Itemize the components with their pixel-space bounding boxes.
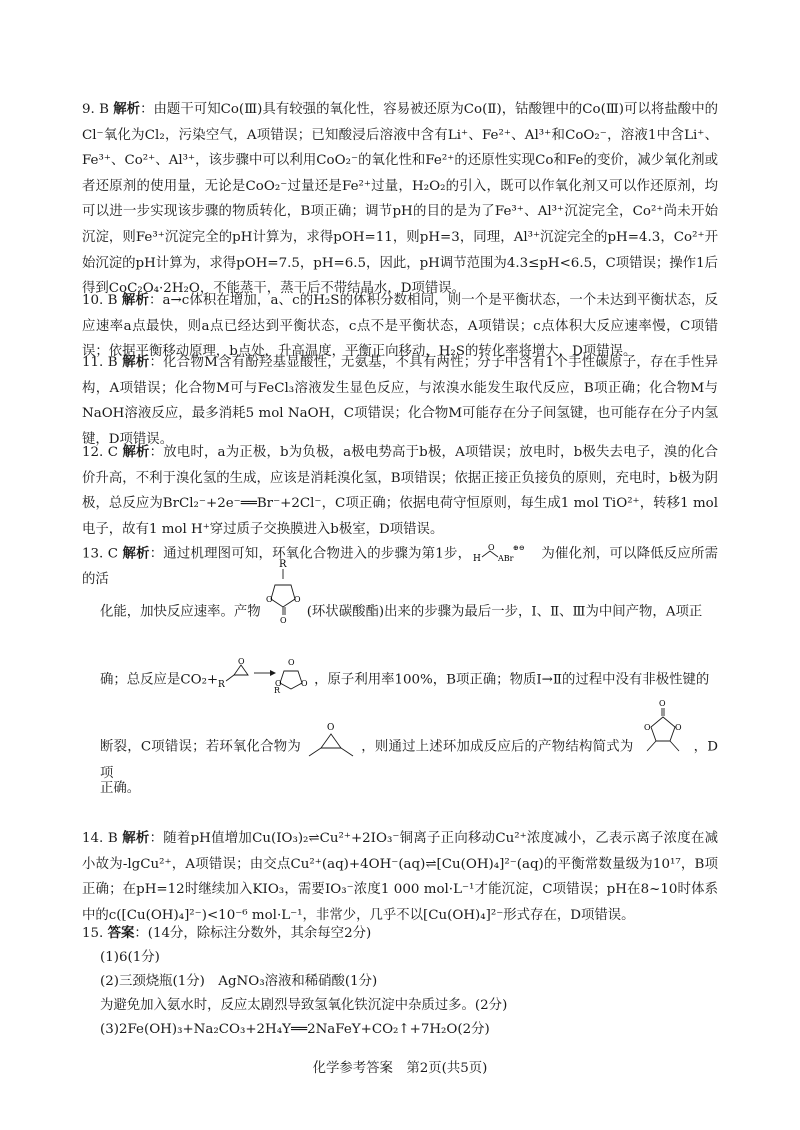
answer-14-number: 14. B (82, 831, 118, 846)
answer-12 (82, 440, 718, 542)
answer-13-text-2a: 化能，加快反应速率。产物 (100, 604, 261, 620)
answer-13-text-5: 正确。 (100, 781, 141, 796)
answer-13-text-2b: (环状碳酸酯)出来的步骤为最后一步，Ⅰ、Ⅱ、Ⅲ为中间产物，A项正 (306, 604, 703, 620)
answer-13-text-1: ：通过机理图可知，环氧化合物进入的步骤为第1步， (149, 546, 472, 562)
answer-13-line-5 (100, 776, 718, 802)
catalyst-structure (471, 541, 541, 567)
answer-13-text-1b: 为催化剂，可以降低反应所需的活 (82, 546, 718, 588)
answer-12-text: ：放电时，a为正极，b为负极，a极电势高于b极，A项错误；放电时，b极失去电子，溴的化合价升高，不利于溴化氢的生成，应该是消耗溴化氢，B项错误；依据正接正负接负的原则，充电时，b极为阴极，总反应为BrCl₂⁻+2e⁻══Br⁻+2Cl⁻，C项正确；依据电荷守恒原则，每生成1 mol TiO²⁺，转移1 mol电子，故有1 mol H⁺穿过质子交换膜进入b极室，D项错误。 (82, 445, 718, 537)
answer-9-text: ：由题干可知Co(Ⅲ)具有较强的氧化性，容易被还原为Co(Ⅱ)，钴酸锂中的Co(Ⅲ)可以将盐酸中的Cl⁻氧化为Cl₂，污染空气，A项错误；已知酸浸后溶液中含有Li⁺、Fe²⁺、Al³⁺和CoO₂⁻，溶液1中含Li⁺、Fe³⁺、Co²⁺、Al³⁺，该步骤中可以利用CoO₂⁻的氧化性和Fe²⁺的还原性实现Co和Fe的变价，减少氧化剂或者还原剂的使用量，无论是CoO₂⁻过量还是Fe²⁺过量，H₂O₂的引入，既可以作氧化剂又可以作还原剂，均可以进一步实现该步骤的物质转化，B项正确；调节pH的目的是为了Fe³⁺、Al³⁺沉淀完全，Co²⁺尚未开始沉淀，则Fe³⁺沉淀完全的pH计算为，求得pOH=11，则pH=3，同理，Al³⁺沉淀完全的pH=4.3，Co²⁺开始沉淀的pH计算为，求得pOH=7.5，pH=6.5，因此，pH调节范围为4.3≤pH<6.5，C项错误；操作1后得到CoC₂O₄·2H₂O，不能蒸干，蒸干后不带结晶水，D项错误。 (82, 102, 719, 297)
epoxide-structure (301, 720, 361, 760)
answer-14-text: ：随着pH值增加Cu(IO₃)₂⇌Cu²⁺+2IO₃⁻铜离子正向移动Cu²⁺浓度减小，乙表示离子浓度在减小故为-lgCu²⁺，A项错误；由交点Cu²⁺(aq)+4OH⁻(aq)⇌[Cu(OH)₄]²⁻(aq)的平衡常数量级为10¹⁷，B项正确；在pH=12时继续加入KIO₃，需要IO₃⁻浓度1 000 mol·L⁻¹才能沉淀，C项错误；pH在8~10时体系中的c([Cu(OH)₄]²⁻)<10⁻⁶ mol·L⁻¹，非常少，几乎不以[Cu(OH)₄]²⁻形式存在，D项错误。 (82, 831, 718, 923)
svg-text:R: R (218, 680, 225, 690)
answer-9 (82, 97, 718, 302)
answer-15-part-3: (3)2Fe(OH)₃+Na₂CO₃+2H₄Y══2NaFeY+CO₂↑+7H₂O(2分) (100, 1022, 490, 1037)
svg-text:O: O (488, 543, 495, 552)
answer-13-text-3b: ，原子利用率100%，B项正确；物质Ⅰ→Ⅱ的过程中没有非极性键的 (314, 672, 710, 688)
svg-text:O: O (275, 679, 282, 688)
svg-text:O: O (659, 699, 666, 708)
answer-13-number: 13. C (82, 546, 119, 562)
atom-o-label: O (327, 723, 335, 733)
answer-15-number: 15. (82, 926, 104, 941)
answer-13-label: 解析 (122, 546, 150, 562)
answer-13-text-4b: ，则通过上述环加成反应后的产物结构简式为 (361, 739, 634, 755)
answer-15-head-text: ：(14分，除标注分数外，其余每空2分) (134, 926, 372, 941)
page-footer: 化学参考答案 第2页(共5页) (312, 1061, 488, 1076)
answer-13-text-3a: 确；总反应是CO₂+ (100, 672, 219, 688)
answer-14 (82, 826, 718, 928)
svg-text:O: O (238, 657, 245, 666)
svg-text:O: O (675, 723, 682, 732)
svg-text:O: O (288, 658, 295, 667)
svg-text:O: O (644, 723, 651, 732)
product-structure (633, 697, 693, 761)
answer-15-label: 答案 (107, 926, 135, 941)
svg-text:R: R (274, 686, 281, 693)
answer-13-text-4c: ，D项 (100, 739, 719, 781)
reaction-scheme (218, 653, 314, 693)
answer-9-number: 9. B (82, 102, 109, 117)
answer-13-line-1 (82, 541, 718, 593)
answer-11 (82, 350, 718, 452)
svg-text:O: O (265, 595, 273, 604)
answer-12-number: 12. C (82, 445, 118, 460)
atom-r-label: R (278, 559, 287, 570)
answer-11-number: 11. B (82, 355, 118, 370)
svg-text:⊕⊖: ⊕⊖ (513, 544, 525, 552)
answer-15-part-2: (2)三颈烧瓶(1分) AgNO₃溶液和稀硝酸(1分) (100, 974, 378, 989)
svg-text:ABr: ABr (498, 554, 514, 563)
answer-13-text-4a: 断裂，C项错误；若环氧化合物为 (100, 739, 302, 755)
answer-13-line-3 (100, 657, 718, 693)
answer-10-label: 解析 (121, 293, 149, 308)
answer-11-text: ：化合物M含有酚羟基显酸性，无氨基，不具有两性；分子中含有1个手性碳原子，存在手性异构，A项错误；化合物M可与FeCl₃溶液发生显色反应，与浓溴水能发生取代反应，B项正确；化合物M与NaOH溶液反应，最多消耗5 mol NaOH，C项错误；化合物M可能存在分子间氢键，也可能存在分子内氢键，D项错误。 (82, 355, 719, 447)
answer-10-number: 10. B (82, 293, 118, 308)
answer-9-label: 解析 (113, 102, 141, 117)
answer-14-label: 解析 (122, 831, 150, 846)
answer-15-part-1: (1)6(1分) (100, 950, 160, 965)
svg-text:O: O (293, 595, 301, 604)
answer-15-head (82, 921, 718, 947)
cyclic-carbonate-structure (261, 555, 307, 625)
answer-15-part-2b: 为避免加入氨水时，反应太剧烈导致氢氧化铁沉淀中杂质过多。(2分) (100, 998, 508, 1013)
svg-text:O: O (279, 616, 287, 625)
answer-12-label: 解析 (122, 445, 150, 460)
svg-text:O: O (301, 679, 308, 688)
answer-11-label: 解析 (122, 355, 150, 370)
answer-10-text: ：a→c体积在增加，a、c的H₂S的体积分数相同，则一个是平衡状态，一个未达到平衡状态，反应速率a点最快，则a点已经达到平衡状态，c点不是平衡状态，A项错误；c点体积大反应速率慢，C项错误；依据平衡移动原理，b点处，升高温度，平衡正向移动，H₂S的转化率将增大，D项错误。 (82, 293, 718, 360)
svg-text:H: H (473, 554, 482, 564)
